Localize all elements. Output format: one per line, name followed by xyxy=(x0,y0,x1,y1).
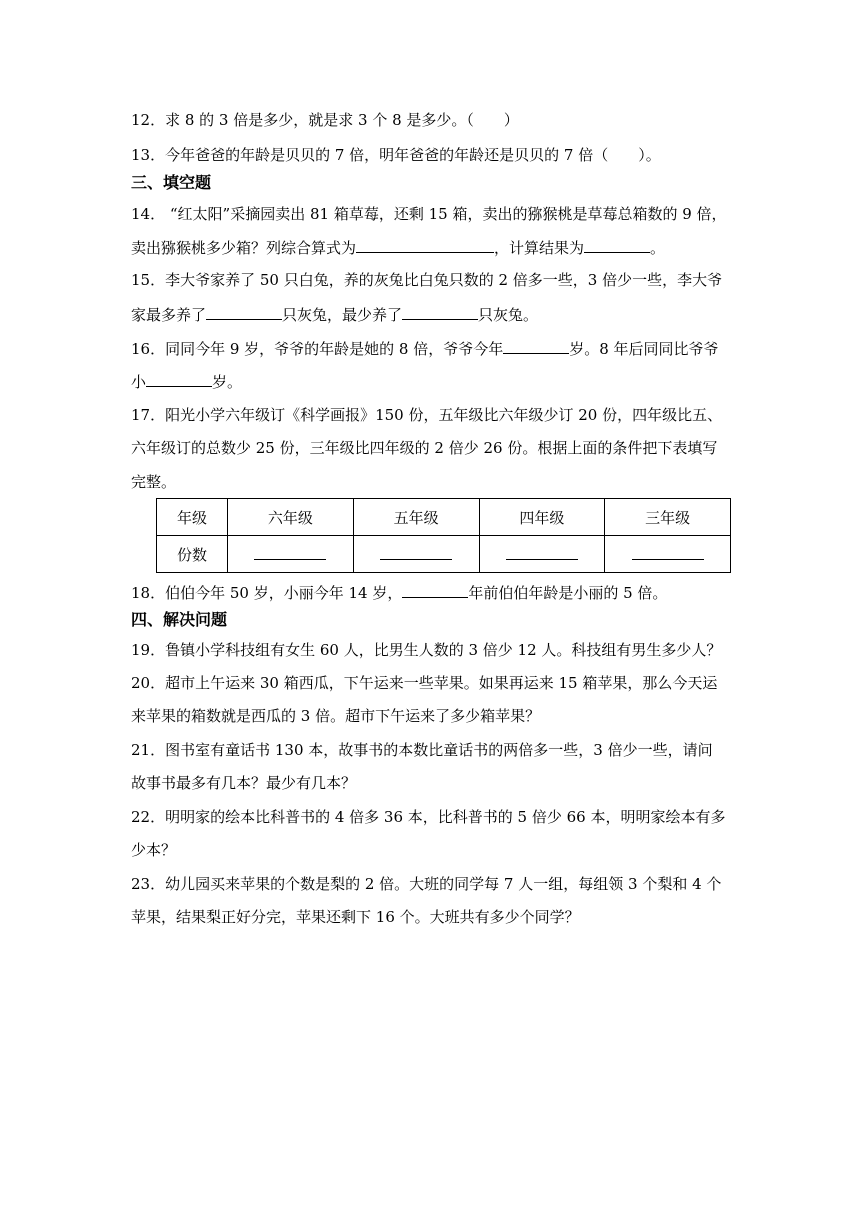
question-14-line-2 xyxy=(131,237,665,258)
table-cell-answer xyxy=(479,536,605,573)
table-cell-answer xyxy=(228,536,354,573)
question-17-line-3: 完整。 xyxy=(131,473,177,491)
grade-subscription-table xyxy=(156,498,731,573)
answer-blank[interactable] xyxy=(356,237,494,253)
table-cell-grade: 五年级 xyxy=(353,499,479,536)
question-14-text-b: ，计算结果为 xyxy=(494,239,585,257)
question-12: 12．求 8 的 3 倍是多少，就是求 3 个 8 是多少。（ ） xyxy=(131,111,519,129)
answer-blank[interactable] xyxy=(402,304,478,320)
question-18 xyxy=(131,582,667,603)
question-15-text-b: 只灰兔，最少养了 xyxy=(282,306,403,324)
section-4-title: 四、解决问题 xyxy=(131,610,228,629)
question-23-line-1: 23．幼儿园买来苹果的个数是梨的 2 倍。大班的同学每 7 人一组，每组领 3 个梨和 4 个 xyxy=(131,875,722,893)
question-16-text-a: 16．同同今年 9 岁，爷爷的年龄是她的 8 倍，爷爷今年 xyxy=(131,340,504,358)
question-14-text-c: 。 xyxy=(650,239,666,257)
answer-blank[interactable] xyxy=(206,304,282,320)
section-3-title: 三、填空题 xyxy=(131,173,212,192)
question-17-line-1: 17．阳光小学六年级订《科学画报》150 份，五年级比六年级少订 20 份，四年级比五、 xyxy=(131,406,723,424)
question-16-text-b: 岁。8 年后同同比爷爷 xyxy=(569,340,719,358)
question-22-line-2: 少本？ xyxy=(131,841,177,859)
question-21-line-2: 故事书最多有几本？最少有几本？ xyxy=(131,774,357,792)
table-cell-grade: 四年级 xyxy=(479,499,605,536)
question-14-text-a: 卖出猕猴桃多少箱？列综合算式为 xyxy=(131,239,357,257)
answer-blank[interactable] xyxy=(380,545,452,560)
answer-blank[interactable] xyxy=(146,371,212,387)
question-18-text-a: 18．伯伯今年 50 岁，小丽今年 14 岁， xyxy=(131,584,403,602)
table-row xyxy=(157,536,731,573)
question-15-text-a: 家最多养了 xyxy=(131,306,207,324)
table-cell-answer xyxy=(605,536,731,573)
question-20-line-1: 20．超市上午运来 30 箱西瓜，下午运来一些苹果。如果再运来 15 箱苹果，那么今天运 xyxy=(131,674,718,692)
answer-blank[interactable] xyxy=(503,338,569,354)
question-16-text-c: 小 xyxy=(131,373,147,391)
question-20-line-2: 来苹果的箱数就是西瓜的 3 倍。超市下午运来了多少箱苹果？ xyxy=(131,707,541,725)
question-13: 13．今年爸爸的年龄是贝贝的 7 倍，明年爸爸的年龄还是贝贝的 7 倍（ ）。 xyxy=(131,146,661,164)
question-21-line-1: 21．图书室有童话书 130 本，故事书的本数比童话书的两倍多一些，3 倍少一些，请问 xyxy=(131,741,713,759)
table-row xyxy=(157,499,731,536)
question-16-text-d: 岁。 xyxy=(212,373,243,391)
answer-blank[interactable] xyxy=(402,582,468,598)
table-header-grade: 年级 xyxy=(157,499,228,536)
question-15-line-2 xyxy=(131,304,538,325)
question-22-line-1: 22．明明家的绘本比科普书的 4 倍多 36 本，比科普书的 5 倍少 66 本，明明家绘本有多 xyxy=(131,808,726,826)
question-19: 19．鲁镇小学科技组有女生 60 人，比男生人数的 3 倍少 12 人。科技组有男生多少人？ xyxy=(131,641,722,659)
question-17-line-2: 六年级订的总数少 25 份，三年级比四年级的 2 倍少 26 份。根据上面的条件把下表填写 xyxy=(131,439,718,457)
table-cell-answer xyxy=(353,536,479,573)
answer-blank[interactable] xyxy=(506,545,578,560)
question-15-text-c: 只灰兔。 xyxy=(478,306,539,324)
question-15-line-1: 15．李大爷家养了 50 只白兔，养的灰兔比白兔只数的 2 倍多一些，3 倍少一些，李大爷 xyxy=(131,271,723,289)
question-18-text-b: 年前伯伯年龄是小丽的 5 倍。 xyxy=(468,584,668,602)
answer-blank[interactable] xyxy=(632,545,704,560)
answer-blank[interactable] xyxy=(584,237,650,253)
question-14-line-1: 14． “红太阳”采摘园卖出 81 箱草莓，还剩 15 箱，卖出的猕猴桃是草莓总箱数的 9 倍， xyxy=(131,205,727,223)
answer-blank[interactable] xyxy=(254,545,326,560)
table-header-copies: 份数 xyxy=(157,536,228,573)
table-cell-grade: 六年级 xyxy=(228,499,354,536)
question-23-line-2: 苹果，结果梨正好分完，苹果还剩下 16 个。大班共有多少个同学？ xyxy=(131,908,580,926)
question-16-line-1 xyxy=(131,338,719,359)
question-16-line-2 xyxy=(131,371,242,392)
table-cell-grade: 三年级 xyxy=(605,499,731,536)
